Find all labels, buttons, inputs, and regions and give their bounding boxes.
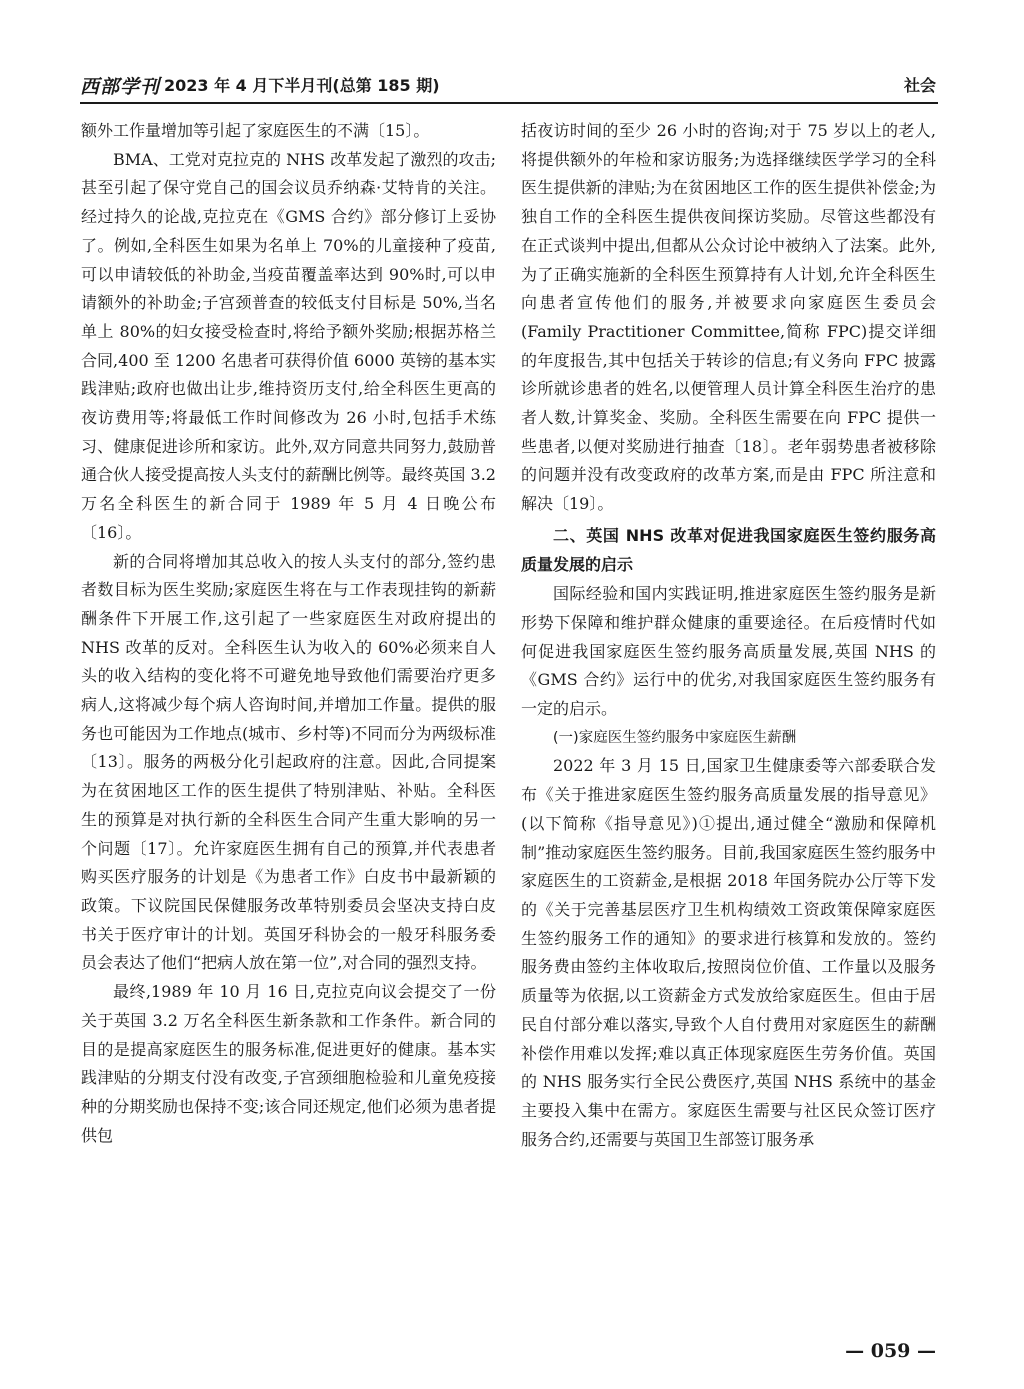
paragraph: 额外工作量增加等引起了家庭医生的不满〔15〕。: [81, 121, 430, 140]
left-column: [81, 117, 496, 1150]
journal-issue: 2023 年 4 月下半月刊(总第 185 期): [164, 76, 440, 95]
paragraph: 国际经验和国内实践证明,推进家庭医生签约服务是新形势下保障和维护群众健康的重要途径。在后疫情时代如何促进我国家庭医生签约服务高质量发展,英国 NHS 的《GMS 合约》运行中的优劣,对我国家庭医生签约服务有一定的启示。: [521, 584, 936, 719]
paragraph: 最终,1989 年 10 月 16 日,克拉克向议会提交了一份关于英国 3.2 万名全科医生新条款和工作条件。新合同的目的是提高家庭医生的服务标准,促进更好的健康。基本实践津贴的分期支付没有改变,子宫颈细胞检验和儿童免疫接种的分期奖励也保持不变;该合同还规定,他们必须为患者提供包: [81, 982, 496, 1145]
paragraph: BMA、工党对克拉克的 NHS 改革发起了激烈的攻击;甚至引起了保守党自己的国会议员乔纳森·艾特肯的关注。经过持久的论战,克拉克在《GMS 合约》部分修订上妥协了。例如,全科医生如果为名单上 70%的儿童接种了疫苗,可以申请较低的补助金,当疫苗覆盖率达到 90%时,可以申请额外的补助金;子宫颈普查的较低支付目标是 50%,当名单上 80%的妇女接受检查时,将给予额外奖励;根据苏格兰合同,400 至 1200 名患者可获得价值 6000 英镑的基本实践津贴;政府也做出让步,维持资历支付,给全科医生更高的夜访费用等;将最低工作时间修改为 26 小时,包括手术练习、健康促进诊所和家访。此外,双方同意共同努力,鼓励普通合伙人接受提高按人头支付的薪酬比例等。最终英国 3.2 万名全科医生的新合同于 1989 年 5 月 4 日晚公布〔16〕。: [81, 149, 496, 542]
subsection-heading: (一)家庭医生签约服务中家庭医生薪酬: [552, 729, 797, 746]
paragraph: 2022 年 3 月 15 日,国家卫生健康委等六部委联合发布《关于推进家庭医生签约服务高质量发展的指导意见》(以下简称《指导意见》)①提出,通过健全“激励和保障机制”推动家庭医生签约服务。目前,我国家庭医生签约服务中家庭医生的工资薪金,是根据 2018 年国务院办公厅等下发的《关于完善基层医疗卫生机构绩效工资政策保障家庭医生签约服务工作的通知》的要求进行核算和发放的。签约服务费由签约主体收取后,按照岗位价值、工作量以及服务质量等为依据,以工资薪金方式发放给家庭医生。但由于居民自付部分难以落实,导致个人自付费用对家庭医生的薪酬补偿作用难以发挥;难以真正体现家庭医生劳务价值。英国的 NHS 服务实行全民公费医疗,英国 NHS 系统中的基金主要投入集中在需方。家庭医生需要与社区民众签订医疗服务合约,还需要与英国卫生部签订服务承: [521, 756, 936, 1149]
right-column: [521, 117, 936, 1154]
page-number: — 059 —: [845, 1340, 936, 1362]
section-name: 社会: [903, 76, 936, 95]
journal-logo: 西部学刊: [80, 76, 161, 98]
paragraph: 新的合同将增加其总收入的按人头支付的部分,签约患者数目标为医生奖励;家庭医生将在与工作表现挂钩的新薪酬条件下开展工作,这引起了一些家庭医生对政府提出的 NHS 改革的反对。全科医生认为收入的 60%必须来自人头的收入结构的变化将不可避免地导致他们需要治疗更多病人,这将减少每个病人咨询时间,并增加工作量。提供的服务也可能因为工作地点(城市、乡村等)不同而分为两级标准〔13〕。服务的两极分化引起政府的注意。因此,合同提案为在贫困地区工作的医生提供了特别津贴、补贴。全科医生的预算是对执行新的全科医生合同产生重大影响的另一个问题〔17〕。允许家庭医生拥有自己的预算,并代表患者购买医疗服务的计划是《为患者工作》白皮书中最新颖的政策。下议院国民保健服务改革特别委员会坚决支持白皮书关于医疗审计的计划。英国牙科协会的一般牙科服务委员会表达了他们“把病人放在第一位”,对合同的强烈支持。: [81, 551, 496, 973]
page-header: [80, 72, 938, 104]
paragraph: 括夜访时间的至少 26 小时的咨询;对于 75 岁以上的老人,将提供额外的年检和家访服务;为选择继续医学学习的全科医生提供新的津贴;为在贫困地区工作的医生提供补偿金;为独自工作的全科医生提供夜间探访奖励。尽管这些都没有在正式谈判中提出,但都从公众讨论中被纳入了法案。此外,为了正确实施新的全科医生预算持有人计划,允许全科医生向患者宣传他们的服务,并被要求向家庭医生委员会(Family Practitioner Committee,简称 FPC)提交详细的年度报告,其中包括关于转诊的信息;有义务向 FPC 披露诊所就诊患者的姓名,以便管理人员计算全科医生治疗的患者人数,计算奖金、奖励。全科医生需要在向 FPC 提供一些患者,以便对奖励进行抽查〔18〕。老年弱势患者被移除的问题并没有改变政府的改革方案,而是由 FPC 所注意和解决〔19〕。: [521, 121, 936, 514]
section-heading: 二、英国 NHS 改革对促进我国家庭医生签约服务高质量发展的启示: [521, 525, 936, 574]
